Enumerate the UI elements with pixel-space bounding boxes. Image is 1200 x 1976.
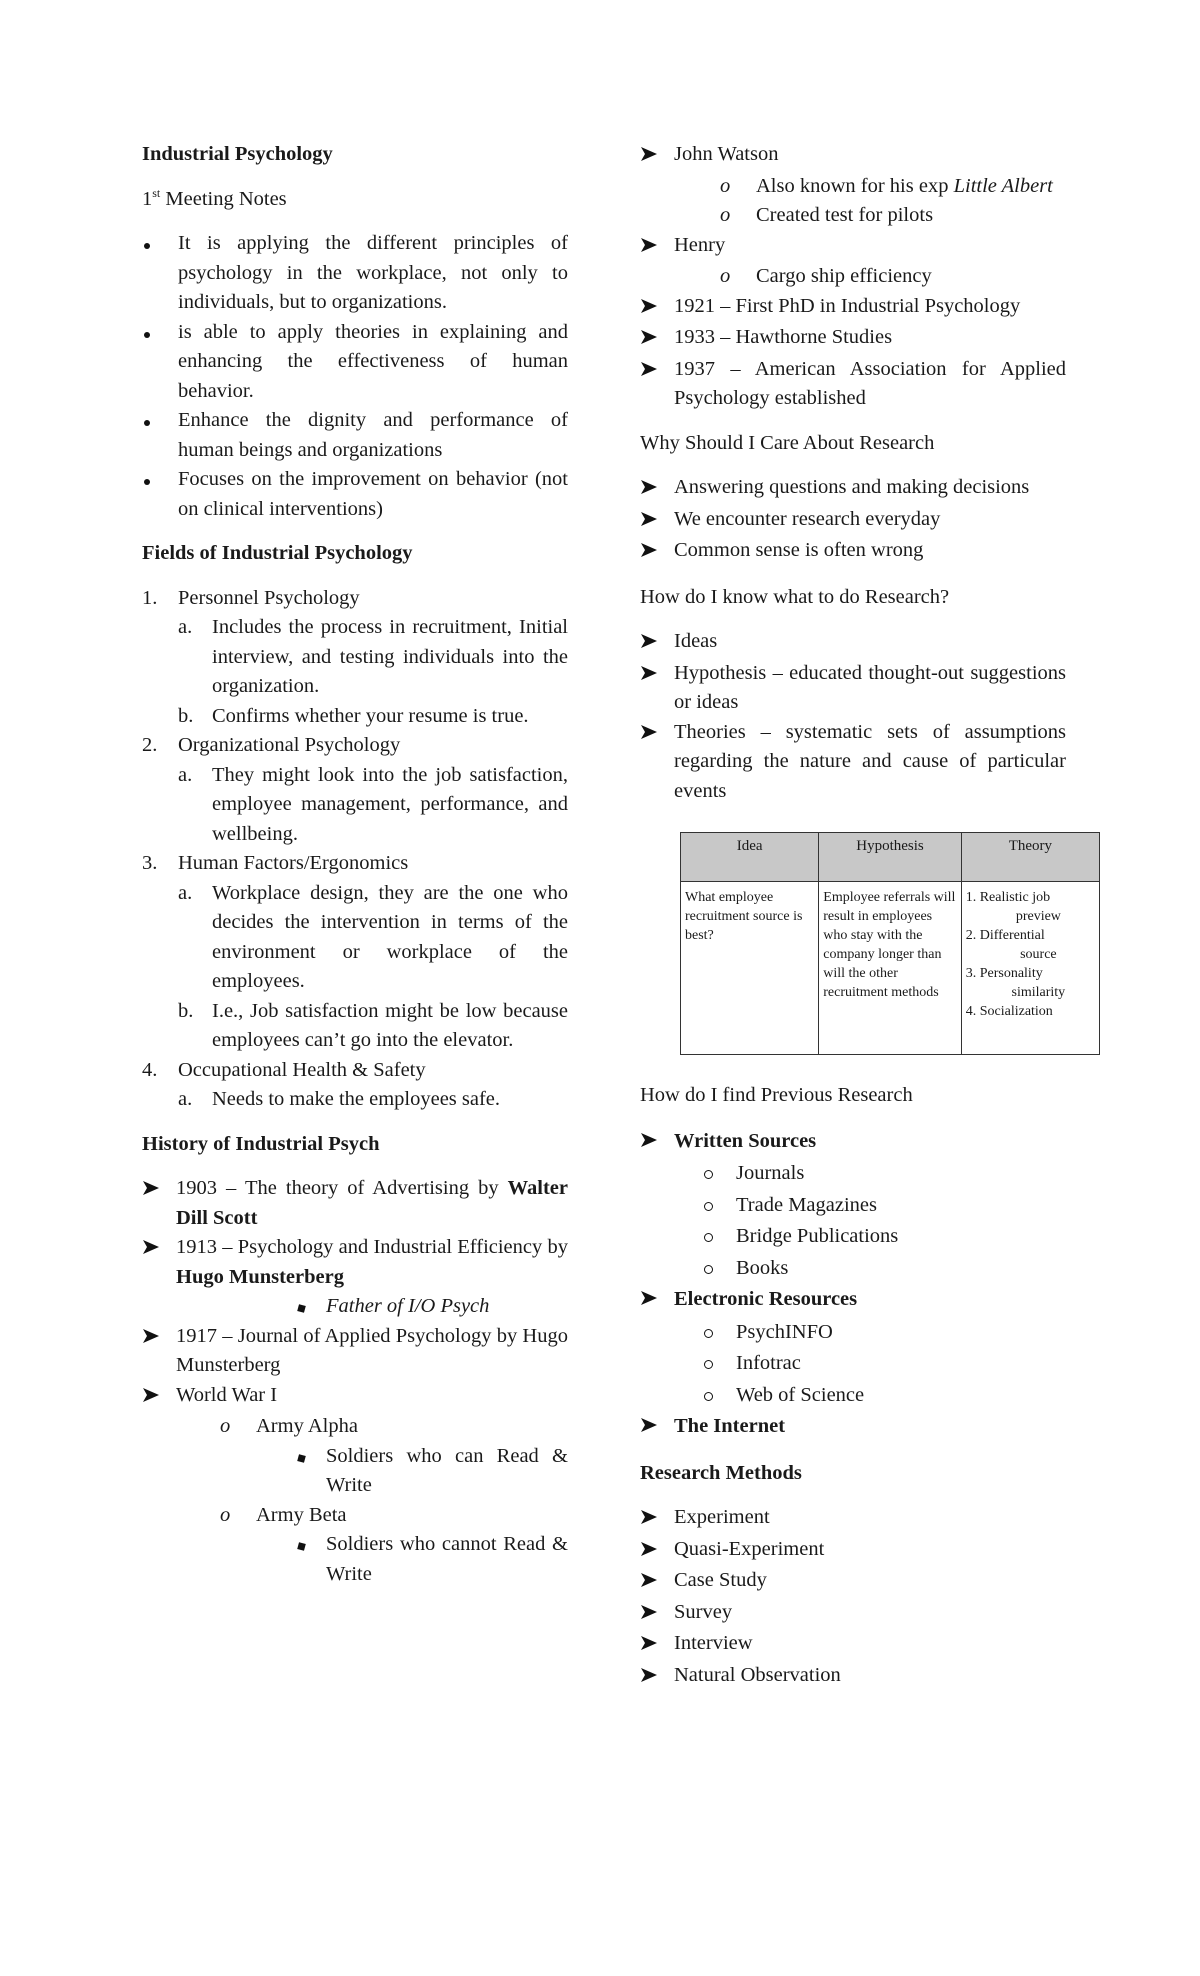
- list-item: World War I: [142, 1381, 568, 1413]
- arrow-bullet-icon: [640, 1566, 674, 1598]
- list-item: Theories – systematic sets of assumptions regarding the nature and cause of particular events: [640, 718, 1066, 807]
- list-item: The Internet: [640, 1411, 1066, 1444]
- arrow-bullet-icon: [640, 505, 674, 537]
- fields-heading: Fields of Industrial Psychology: [142, 542, 413, 564]
- list-item: Electronic Resources: [640, 1284, 1066, 1317]
- circle-bullet-icon: [640, 1158, 736, 1190]
- list-item: 1937 – American Association for Applied Psychology established: [640, 355, 1066, 414]
- square-bullet-icon: [142, 1292, 326, 1322]
- arrow-bullet-icon: [640, 355, 674, 387]
- research-table: [680, 832, 1100, 1055]
- sub-sub-item: Soldiers who cannot Read & Write: [142, 1530, 568, 1589]
- arrow-bullet-icon: [640, 1126, 674, 1159]
- arrow-bullet-icon: [142, 1233, 176, 1265]
- sub-item: o Also known for his exp Little Albert: [720, 174, 1053, 197]
- history-continued-list: [640, 140, 1066, 414]
- sub-item: Books: [640, 1253, 1066, 1285]
- history-heading: History of Industrial Psych: [142, 1132, 380, 1155]
- list-item: Survey: [640, 1598, 1066, 1630]
- arrow-bullet-icon: [640, 718, 674, 750]
- list-item: 1903 – The theory of Advertising by Walter Dill Scott: [142, 1174, 568, 1233]
- list-item: John Watson: [640, 140, 1066, 172]
- bullet-icon: [142, 406, 178, 436]
- right-column: [640, 140, 1066, 1692]
- arrow-bullet-icon: [640, 1661, 674, 1693]
- list-item: Natural Observation: [640, 1661, 1066, 1693]
- theory-item: 4. Socialization: [965, 1004, 1053, 1019]
- meeting-notes: 1st Meeting Notes: [142, 185, 287, 210]
- list-item: 2. Organizational Psychology: [142, 734, 401, 756]
- table-row: [681, 882, 1100, 1055]
- circle-bullet-icon: [640, 1380, 736, 1412]
- history-list: [142, 1174, 568, 1589]
- table-header: Idea: [681, 833, 819, 882]
- table-cell-theory: [961, 882, 1099, 1055]
- circle-bullet-icon: [640, 1348, 736, 1380]
- why-list: [640, 473, 1066, 568]
- table-header: Theory: [961, 833, 1099, 882]
- sub-item: o Created test for pilots: [720, 204, 934, 226]
- list-item: Common sense is often wrong: [640, 536, 1066, 568]
- methods-list: [640, 1503, 1066, 1692]
- how-heading: How do I know what to do Research?: [640, 585, 950, 608]
- sub-item: a. Workplace design, they are the one who decides the intervention in terms of the environment or workplace of the employees.: [178, 881, 568, 992]
- arrow-bullet-icon: [640, 536, 674, 568]
- sub-item: o Army Beta: [220, 1503, 347, 1526]
- list-item: Interview: [640, 1629, 1066, 1661]
- list-item: is able to apply theories in explaining and enhancing the effectiveness of human behavior.: [142, 318, 568, 407]
- arrow-bullet-icon: [640, 1598, 674, 1630]
- arrow-bullet-icon: [640, 140, 674, 172]
- arrow-bullet-icon: [640, 323, 674, 355]
- sub-item: Bridge Publications: [640, 1221, 1066, 1253]
- left-column: [142, 140, 568, 1589]
- arrow-bullet-icon: [640, 1629, 674, 1661]
- sub-item: PsychINFO: [640, 1317, 1066, 1349]
- bullet-icon: [142, 465, 178, 495]
- sub-item: a. Needs to make the employees safe.: [178, 1088, 501, 1110]
- list-item: Hypothesis – educated thought-out suggestions or ideas: [640, 659, 1066, 718]
- sub-item: o Army Alpha: [220, 1415, 358, 1437]
- arrow-bullet-icon: [142, 1381, 176, 1413]
- list-item: Ideas: [640, 627, 1066, 659]
- theory-item: 1. Realistic job preview: [965, 890, 1061, 924]
- list-item: Answering questions and making decisions: [640, 473, 1066, 505]
- list-item: Quasi-Experiment: [640, 1535, 1066, 1567]
- bullet-icon: [142, 318, 178, 348]
- find-list: [640, 1126, 1066, 1444]
- sub-item: b. Confirms whether your resume is true.: [178, 704, 529, 727]
- intro-bullet-list: [142, 229, 568, 524]
- sub-item: Infotrac: [640, 1348, 1066, 1380]
- list-item: Henry: [640, 231, 1066, 263]
- list-item: 4. Occupational Health & Safety: [142, 1058, 426, 1081]
- arrow-bullet-icon: [142, 1322, 176, 1354]
- square-bullet-icon: [142, 1530, 326, 1560]
- circle-bullet-icon: [640, 1221, 736, 1253]
- arrow-bullet-icon: [640, 659, 674, 691]
- list-item: Focuses on the improvement on behavior (not on clinical interventions): [142, 465, 568, 524]
- sub-sub-item: Soldiers who can Read & Write: [142, 1442, 568, 1501]
- sub-item: Father of I/O Psych: [142, 1292, 568, 1322]
- sub-item: b. I.e., Job satisfaction might be low because employees can’t go into the elevator.: [178, 999, 568, 1051]
- list-item: Case Study: [640, 1566, 1066, 1598]
- arrow-bullet-icon: [640, 292, 674, 324]
- list-item: 3. Human Factors/Ergonomics: [142, 852, 409, 874]
- circle-bullet-icon: [640, 1190, 736, 1222]
- list-item: We encounter research everyday: [640, 505, 1066, 537]
- arrow-bullet-icon: [142, 1174, 176, 1206]
- circle-bullet-icon: [640, 1317, 736, 1349]
- sub-item: o Cargo ship efficiency: [720, 265, 932, 287]
- sub-item: a. They might look into the job satisfaction, employee management, performance, and wellbeing.: [178, 763, 568, 845]
- arrow-bullet-icon: [640, 627, 674, 659]
- table-cell-hypothesis: Employee referrals will result in employees who stay with the company longer than will the other recruitment methods: [819, 882, 961, 1055]
- find-heading: How do I find Previous Research: [640, 1084, 913, 1106]
- list-item: It is applying the different principles of psychology in the workplace, not only to individuals, but to organizations.: [142, 229, 568, 318]
- table-cell-idea: What employee recruitment source is best?: [681, 882, 819, 1055]
- fields-list: [142, 584, 568, 1115]
- arrow-bullet-icon: [640, 1284, 674, 1317]
- sub-item: a. Includes the process in recruitment, Initial interview, and testing individuals into the organization.: [178, 616, 568, 697]
- why-heading: Why Should I Care About Research: [640, 431, 935, 454]
- doc-title: Industrial Psychology: [142, 143, 333, 165]
- list-item: 1933 – Hawthorne Studies: [640, 323, 1066, 355]
- arrow-bullet-icon: [640, 1535, 674, 1567]
- list-item: Enhance the dignity and performance of human beings and organizations: [142, 406, 568, 465]
- list-item: Written Sources: [640, 1126, 1066, 1159]
- sub-item: Trade Magazines: [640, 1190, 1066, 1222]
- square-bullet-icon: [142, 1442, 326, 1472]
- circle-bullet-icon: [640, 1253, 736, 1285]
- how-list: [640, 627, 1066, 806]
- arrow-bullet-icon: [640, 1411, 674, 1444]
- list-item: 1913 – Psychology and Industrial Efficiency by Hugo Munsterberg: [142, 1233, 568, 1292]
- methods-heading: Research Methods: [640, 1461, 802, 1484]
- sub-item: Journals: [640, 1158, 1066, 1190]
- list-item: 1921 – First PhD in Industrial Psychology: [640, 292, 1066, 324]
- bullet-icon: [142, 229, 178, 259]
- arrow-bullet-icon: [640, 473, 674, 505]
- sub-item: Web of Science: [640, 1380, 1066, 1412]
- arrow-bullet-icon: [640, 1503, 674, 1535]
- theory-item: 2. Differential source: [965, 928, 1057, 962]
- table-header: Hypothesis: [819, 833, 961, 882]
- arrow-bullet-icon: [640, 231, 674, 263]
- list-item: 1. Personnel Psychology: [142, 586, 360, 609]
- list-item: 1917 – Journal of Applied Psychology by Hugo Munsterberg: [142, 1322, 568, 1381]
- list-item: Experiment: [640, 1503, 1066, 1535]
- theory-item: 3. Personality similarity: [965, 966, 1066, 1000]
